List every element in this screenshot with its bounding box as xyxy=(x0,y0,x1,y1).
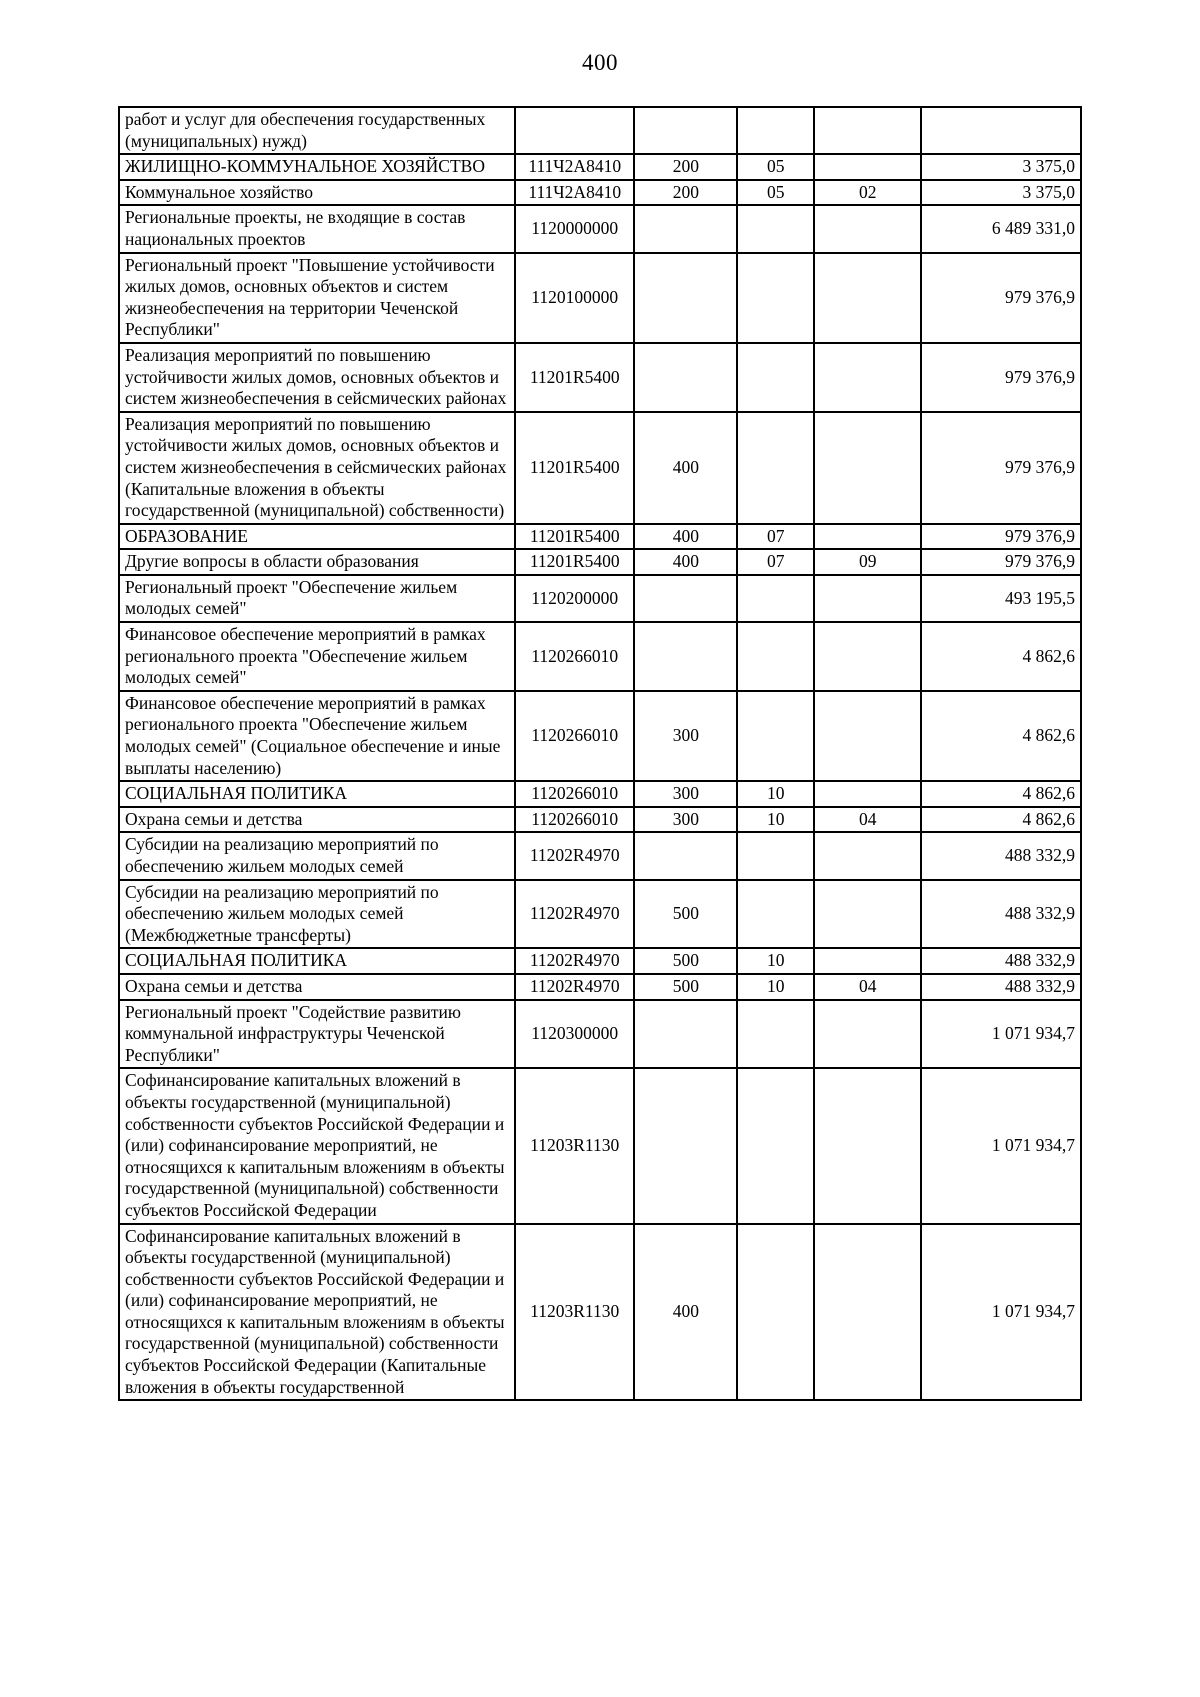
cell-amount: 3 375,0 xyxy=(921,154,1081,180)
cell-amount: 979 376,9 xyxy=(921,549,1081,575)
cell-vr: 500 xyxy=(634,948,737,974)
cell-vr: 400 xyxy=(634,549,737,575)
cell-amount: 4 862,6 xyxy=(921,691,1081,781)
cell-pr xyxy=(814,880,921,949)
cell-amount: 979 376,9 xyxy=(921,412,1081,524)
cell-pr xyxy=(814,107,921,154)
table-row xyxy=(119,524,1081,550)
cell-vr xyxy=(634,253,737,343)
table-row xyxy=(119,412,1081,524)
cell-name: работ и услуг для обеспечения государственных (муниципальных) нужд) xyxy=(119,107,515,154)
cell-pr xyxy=(814,1068,921,1223)
table-row xyxy=(119,948,1081,974)
cell-vr xyxy=(634,205,737,252)
cell-rz: 10 xyxy=(737,948,814,974)
cell-code: 1120266010 xyxy=(515,781,634,807)
cell-amount: 979 376,9 xyxy=(921,253,1081,343)
table-row xyxy=(119,691,1081,781)
cell-rz xyxy=(737,343,814,412)
cell-pr: 09 xyxy=(814,549,921,575)
cell-code: 1120200000 xyxy=(515,575,634,622)
cell-name: ЖИЛИЩНО-КОММУНАЛЬНОЕ ХОЗЯЙСТВО xyxy=(119,154,515,180)
cell-name: Софинансирование капитальных вложений в объекты государственной (муниципальной) собственности субъектов Российской Федерации и (или) софинансирование мероприятий, не относящихся к капитальным вложениям в объекты государственной (муниципальной) собственности субъектов Российской Федерации xyxy=(119,1068,515,1223)
cell-pr xyxy=(814,948,921,974)
cell-code: 11201R5400 xyxy=(515,343,634,412)
cell-name: Региональный проект "Повышение устойчивости жилых домов, основных объектов и систем жизнеобеспечения на территории Чеченской Республики" xyxy=(119,253,515,343)
cell-code: 11203R1130 xyxy=(515,1224,634,1401)
budget-table xyxy=(118,106,1082,1401)
cell-amount: 493 195,5 xyxy=(921,575,1081,622)
cell-pr xyxy=(814,343,921,412)
cell-code xyxy=(515,107,634,154)
cell-rz xyxy=(737,622,814,691)
cell-amount: 488 332,9 xyxy=(921,832,1081,879)
cell-vr xyxy=(634,107,737,154)
cell-rz xyxy=(737,205,814,252)
cell-vr: 500 xyxy=(634,974,737,1000)
cell-code: 1120100000 xyxy=(515,253,634,343)
table-row xyxy=(119,781,1081,807)
cell-name: Региональные проекты, не входящие в состав национальных проектов xyxy=(119,205,515,252)
cell-vr: 500 xyxy=(634,880,737,949)
table-row xyxy=(119,880,1081,949)
cell-code: 1120300000 xyxy=(515,1000,634,1069)
cell-pr xyxy=(814,205,921,252)
cell-rz: 10 xyxy=(737,807,814,833)
cell-name: Субсидии на реализацию мероприятий по обеспечению жильем молодых семей (Межбюджетные трансферты) xyxy=(119,880,515,949)
table-row xyxy=(119,575,1081,622)
cell-amount: 4 862,6 xyxy=(921,781,1081,807)
cell-vr xyxy=(634,575,737,622)
cell-vr: 200 xyxy=(634,154,737,180)
cell-name: Другие вопросы в области образования xyxy=(119,549,515,575)
cell-rz xyxy=(737,1224,814,1401)
cell-rz: 10 xyxy=(737,974,814,1000)
table-row xyxy=(119,622,1081,691)
table-row xyxy=(119,974,1081,1000)
cell-amount: 1 071 934,7 xyxy=(921,1068,1081,1223)
cell-pr xyxy=(814,253,921,343)
table-row xyxy=(119,832,1081,879)
cell-rz: 07 xyxy=(737,549,814,575)
cell-code: 1120000000 xyxy=(515,205,634,252)
cell-rz xyxy=(737,1068,814,1223)
cell-vr: 300 xyxy=(634,691,737,781)
table-row xyxy=(119,1068,1081,1223)
cell-pr: 04 xyxy=(814,974,921,1000)
cell-name: Реализация мероприятий по повышению устойчивости жилых домов, основных объектов и систем жизнеобеспечения в сейсмических районах (Капитальные вложения в объекты государственной (муниципальной) собственности) xyxy=(119,412,515,524)
cell-code: 1120266010 xyxy=(515,622,634,691)
cell-code: 11202R4970 xyxy=(515,974,634,1000)
cell-pr xyxy=(814,575,921,622)
table-row xyxy=(119,154,1081,180)
cell-pr: 02 xyxy=(814,180,921,206)
cell-name: ОБРАЗОВАНИЕ xyxy=(119,524,515,550)
cell-name: Региональный проект "Обеспечение жильем молодых семей" xyxy=(119,575,515,622)
cell-vr: 300 xyxy=(634,781,737,807)
cell-pr xyxy=(814,524,921,550)
cell-pr xyxy=(814,1000,921,1069)
cell-code: 11202R4970 xyxy=(515,880,634,949)
cell-code: 11201R5400 xyxy=(515,549,634,575)
cell-pr xyxy=(814,622,921,691)
cell-amount: 1 071 934,7 xyxy=(921,1000,1081,1069)
cell-rz xyxy=(737,412,814,524)
cell-rz: 05 xyxy=(737,180,814,206)
cell-code: 11201R5400 xyxy=(515,412,634,524)
cell-rz: 10 xyxy=(737,781,814,807)
cell-rz: 05 xyxy=(737,154,814,180)
cell-rz xyxy=(737,880,814,949)
cell-rz xyxy=(737,1000,814,1069)
table-row xyxy=(119,180,1081,206)
cell-code: 111Ч2А8410 xyxy=(515,180,634,206)
cell-vr xyxy=(634,1068,737,1223)
cell-amount: 488 332,9 xyxy=(921,880,1081,949)
cell-vr: 200 xyxy=(634,180,737,206)
cell-pr xyxy=(814,691,921,781)
cell-vr: 400 xyxy=(634,412,737,524)
cell-amount xyxy=(921,107,1081,154)
cell-name: Субсидии на реализацию мероприятий по обеспечению жильем молодых семей xyxy=(119,832,515,879)
cell-vr: 400 xyxy=(634,1224,737,1401)
table-row xyxy=(119,1224,1081,1401)
cell-amount: 979 376,9 xyxy=(921,343,1081,412)
cell-amount: 3 375,0 xyxy=(921,180,1081,206)
cell-amount: 488 332,9 xyxy=(921,948,1081,974)
cell-amount: 979 376,9 xyxy=(921,524,1081,550)
cell-code: 11202R4970 xyxy=(515,832,634,879)
cell-pr xyxy=(814,154,921,180)
cell-vr xyxy=(634,1000,737,1069)
cell-code: 11202R4970 xyxy=(515,948,634,974)
budget-table-body xyxy=(119,107,1081,1400)
cell-name: Коммунальное хозяйство xyxy=(119,180,515,206)
table-row xyxy=(119,253,1081,343)
cell-rz: 07 xyxy=(737,524,814,550)
cell-rz xyxy=(737,575,814,622)
cell-pr xyxy=(814,412,921,524)
cell-name: Охрана семьи и детства xyxy=(119,807,515,833)
cell-vr xyxy=(634,343,737,412)
cell-name: Софинансирование капитальных вложений в объекты государственной (муниципальной) собственности субъектов Российской Федерации и (или) софинансирование мероприятий, не относящихся к капитальным вложениям в объекты государственной (муниципальной) собственности субъектов Российской Федерации (Капитальные вложения в объекты государственной xyxy=(119,1224,515,1401)
cell-name: Реализация мероприятий по повышению устойчивости жилых домов, основных объектов и систем жизнеобеспечения в сейсмических районах xyxy=(119,343,515,412)
cell-rz xyxy=(737,107,814,154)
table-row xyxy=(119,205,1081,252)
cell-code: 1120266010 xyxy=(515,691,634,781)
cell-rz xyxy=(737,253,814,343)
table-row xyxy=(119,1000,1081,1069)
table-row xyxy=(119,549,1081,575)
cell-pr: 04 xyxy=(814,807,921,833)
page-number: 400 xyxy=(582,50,618,75)
table-row xyxy=(119,807,1081,833)
cell-code: 111Ч2А8410 xyxy=(515,154,634,180)
cell-code: 1120266010 xyxy=(515,807,634,833)
cell-code: 11203R1130 xyxy=(515,1068,634,1223)
cell-name: Региональный проект "Содействие развитию коммунальной инфраструктуры Чеченской Республики" xyxy=(119,1000,515,1069)
cell-amount: 4 862,6 xyxy=(921,622,1081,691)
cell-vr xyxy=(634,622,737,691)
cell-name: Финансовое обеспечение мероприятий в рамках регионального проекта "Обеспечение жильем молодых семей" (Социальное обеспечение и иные выплаты населению) xyxy=(119,691,515,781)
table-row xyxy=(119,107,1081,154)
table-row xyxy=(119,343,1081,412)
cell-name: СОЦИАЛЬНАЯ ПОЛИТИКА xyxy=(119,948,515,974)
cell-amount: 488 332,9 xyxy=(921,974,1081,1000)
cell-pr xyxy=(814,1224,921,1401)
cell-name: СОЦИАЛЬНАЯ ПОЛИТИКА xyxy=(119,781,515,807)
cell-code: 11201R5400 xyxy=(515,524,634,550)
cell-amount: 6 489 331,0 xyxy=(921,205,1081,252)
cell-vr xyxy=(634,832,737,879)
cell-name: Охрана семьи и детства xyxy=(119,974,515,1000)
cell-rz xyxy=(737,832,814,879)
cell-pr xyxy=(814,832,921,879)
cell-rz xyxy=(737,691,814,781)
cell-pr xyxy=(814,781,921,807)
cell-vr: 300 xyxy=(634,807,737,833)
cell-amount: 1 071 934,7 xyxy=(921,1224,1081,1401)
cell-name: Финансовое обеспечение мероприятий в рамках регионального проекта "Обеспечение жильем молодых семей" xyxy=(119,622,515,691)
cell-amount: 4 862,6 xyxy=(921,807,1081,833)
cell-vr: 400 xyxy=(634,524,737,550)
